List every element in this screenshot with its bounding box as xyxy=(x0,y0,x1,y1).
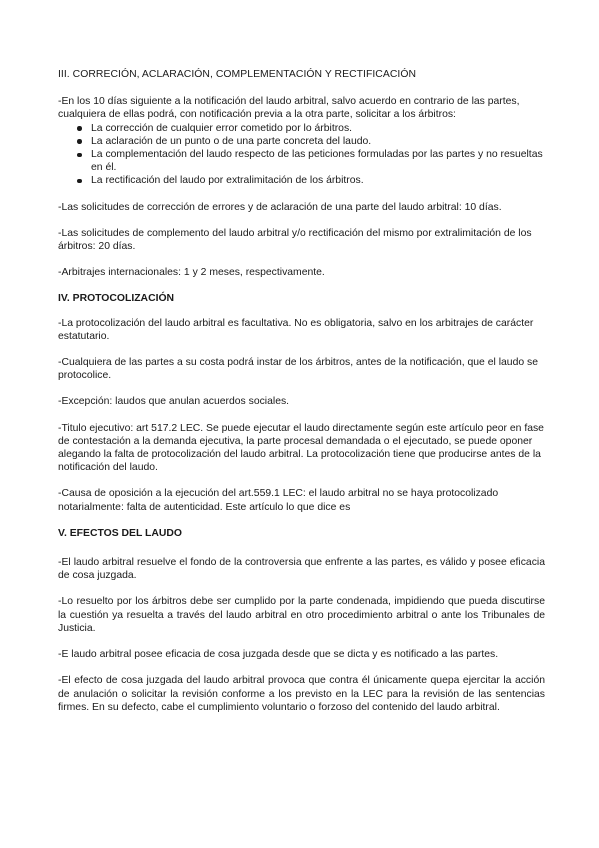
section-title-correcion: III. CORRECIÓN, ACLARACIÓN, COMPLEMENTACIÓN Y RECTIFICACIÓN xyxy=(58,69,417,80)
paragraph-cumplimiento: -Lo resuelto por los árbitros debe ser cumplido por la parte condenada, impidiendo que pueda discutirse la cuestión ya resuelta a través del laudo arbitral en otro procedimiento arbitral o ante los Tribunales de Justicia. xyxy=(58,596,545,634)
bullet-icon xyxy=(77,126,82,131)
section-title-protocolizacion: IV. PROTOCOLIZACIÓN xyxy=(58,293,175,305)
paragraph-efecto-cosa-juzgada: -El efecto de cosa juzgada del laudo arbitral provoca que contra él únicamente quepa ejercitar la acción de anulación o solicitar la revisión conforme a los previsto en la LEC para la revisión de las sentencias firmes. En su defecto, cabe el cumplimiento voluntario o forzoso del contenido del laudo arbitral. xyxy=(58,675,545,713)
list-item xyxy=(91,174,545,187)
paragraph-causa-oposicion: -Causa de oposición a la ejecución del art.559.1 LEC: el laudo arbitral no se haya protocolizado notarialmente: falta de autenticidad. Este artículo lo que dice es xyxy=(58,488,499,513)
paragraph-plazo-intro: -En los 10 días siguiente a la notificación del laudo arbitral, salvo acuerdo en contrario de las partes, cualquiera de ellas podrá, con notificación previa a la otra parte, solicitar a los árbitros: xyxy=(58,96,520,121)
paragraph-excepcion: -Excepción: laudos que anulan acuerdos sociales. xyxy=(58,396,290,408)
paragraph-arbitrajes-internacionales: -Arbitrajes internacionales: 1 y 2 meses, respectivamente. xyxy=(58,267,325,279)
paragraph-plazo-10-dias: -Las solicitudes de corrección de errores y de aclaración de una parte del laudo arbitral: 10 días. xyxy=(58,201,502,213)
section-title-efectos: V. EFECTOS DEL LAUDO xyxy=(58,527,182,539)
paragraph-fondo-controversia: -El laudo arbitral resuelve el fondo de la controversia que enfrente a las partes, es válido y posee eficacia de cosa juzgada. xyxy=(58,557,545,582)
bullet-icon xyxy=(77,139,82,144)
list-item xyxy=(91,148,545,174)
list-item-text: La complementación del laudo respecto de las peticiones formuladas por las partes y no resueltas en él. xyxy=(91,149,543,174)
bullet-icon xyxy=(77,179,82,184)
list-item-text: La corrección de cualquier error cometido por lo árbitros. xyxy=(91,122,353,134)
list-item-text: La aclaración de un punto o de una parte concreta del laudo. xyxy=(91,135,372,147)
list-item-text: La rectificación del laudo por extralimitación de los árbitros. xyxy=(91,175,364,187)
bullet-icon xyxy=(77,153,82,158)
list-item xyxy=(91,122,545,135)
paragraph-cosa-juzgada: -E laudo arbitral posee eficacia de cosa juzgada desde que se dicta y es notificado a las partes. xyxy=(58,649,499,661)
paragraph-titulo-ejecutivo: -Titulo ejecutivo: art 517.2 LEC. Se puede ejecutar el laudo directamente según este artículo peor en fase de contestación a la demanda ejecutiva, la parte procesal demandada o el ejecutado, se puede oponer alegando la falta de protocolización del laudo arbitral. La protocolización tiene que producirse antes de la notificación del laudo. xyxy=(58,422,544,474)
bullet-list-solicitudes xyxy=(58,122,545,188)
paragraph-instar-arbitros: -Cualquiera de las partes a su costa podrá instar de los árbitros, antes de la notificación, que el laudo se protocolice. xyxy=(58,357,538,382)
list-item xyxy=(91,135,545,148)
paragraph-facultativa: -La protocolización del laudo arbitral es facultativa. No es obligatoria, salvo en los arbitrajes de carácter estatutario. xyxy=(58,317,534,342)
paragraph-plazo-20-dias: -Las solicitudes de complemento del laudo arbitral y/o rectificación del mismo por extralimitación de los árbitros: 20 días. xyxy=(58,227,532,253)
